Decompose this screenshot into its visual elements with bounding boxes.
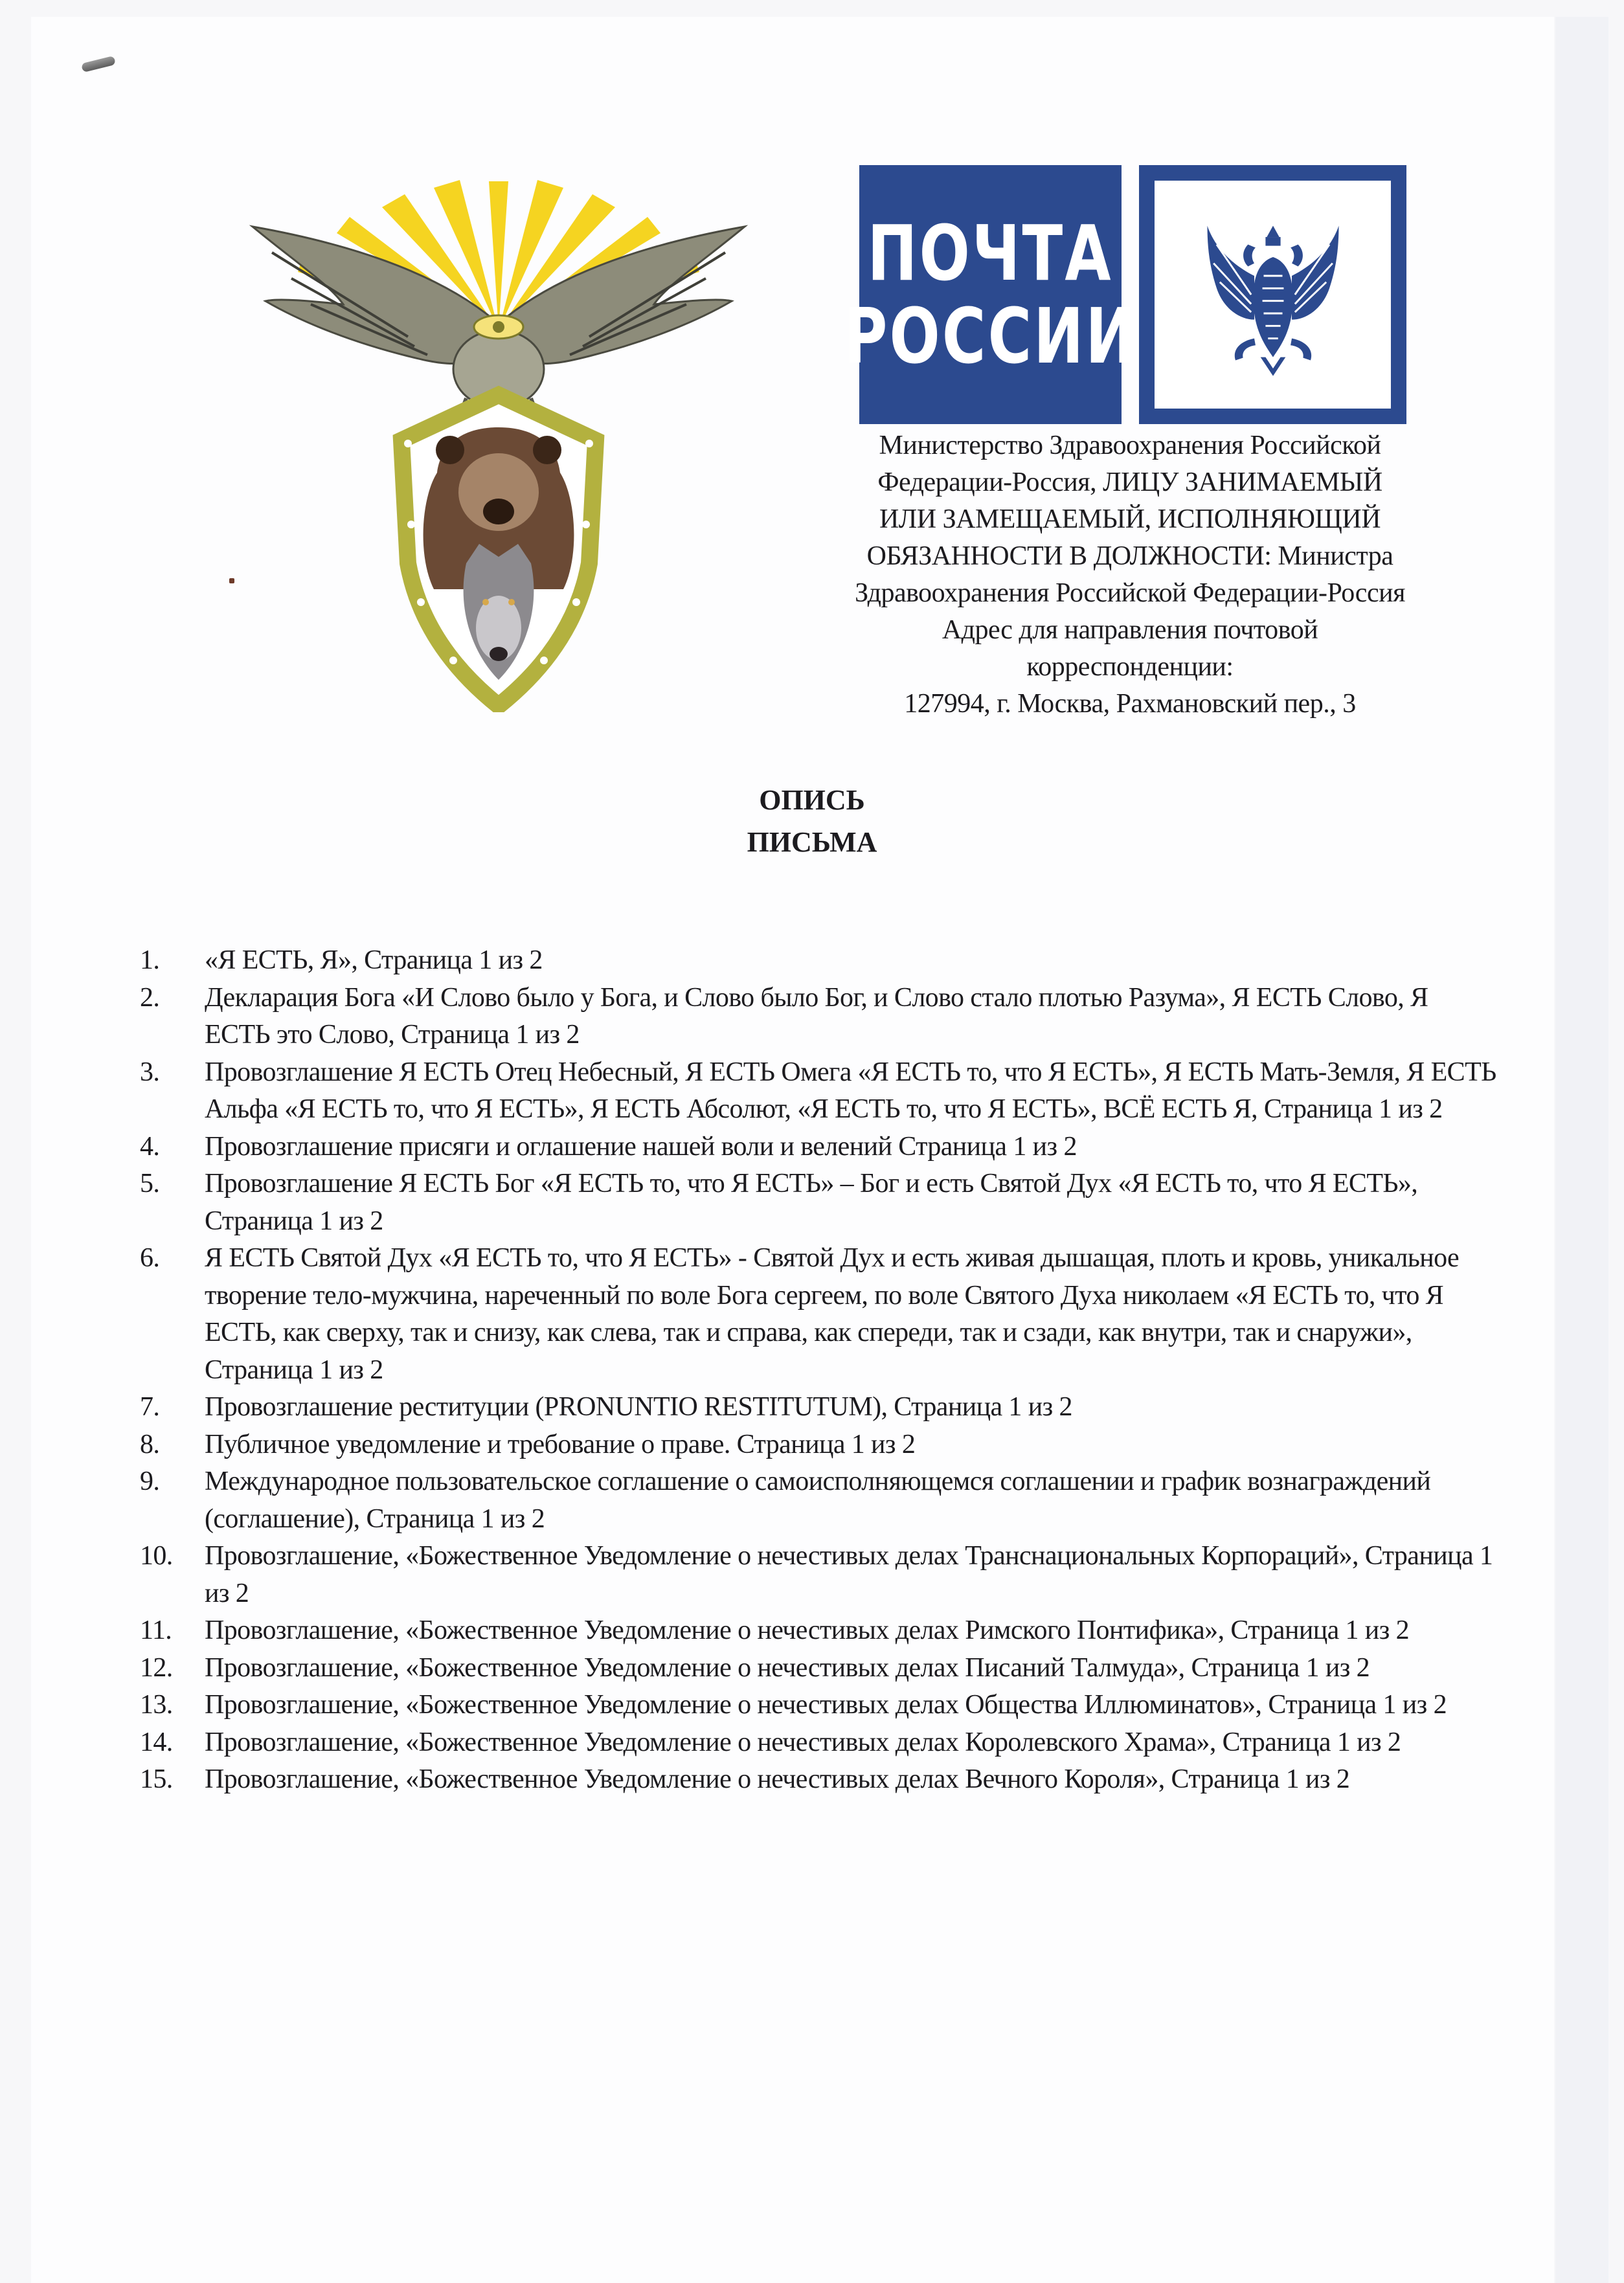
inventory-item [140,1165,1500,1240]
inventory-item [140,1129,1500,1166]
item-number: 8. [140,1429,160,1459]
item-text: Провозглашение присяги и оглашение нашей воли и велений Страница 1 из 2 [205,1131,1077,1162]
item-text: Провозглашение реституции (PRONUNTIO RESTITUTUM), Страница 1 из 2 [205,1392,1072,1422]
item-text: «Я ЕСТЬ, Я», Страница 1 из 2 [205,945,543,975]
item-number: 12. [140,1652,173,1683]
item-text: Международное пользовательское соглашение о самоисполняющемся соглашении и график вознаграждений (соглашение), Страница 1 из 2 [205,1467,1431,1534]
item-text: Провозглашение, «Божественное Уведомление о нечестивых делах Римского Понтифика», Страница 1 из 2 [205,1615,1409,1645]
scan-edge [1555,17,1608,2283]
item-text: Провозглашение, «Божественное Уведомление о нечестивых делах Транснациональных Корпораций», Страница 1 из 2 [205,1541,1493,1608]
item-number: 11. [140,1615,172,1645]
addressee-block [771,427,1489,723]
addressee-line: ОБЯЗАННОСТИ В ДОЛЖНОСТИ: Министра [866,541,1393,571]
item-text: Провозглашение Я ЕСТЬ Отец Небесный, Я ЕСТЬ Омега «Я ЕСТЬ то, что Я ЕСТЬ», Я ЕСТЬ Мать-Земля, Я ЕСТЬ Альфа «Я ЕСТЬ то, что Я ЕСТЬ», Я ЕСТЬ Абсолют, «Я ЕСТЬ то, что Я ЕСТЬ», ВСЁ ЕСТЬ Я, Страница 1 из 2 [205,1057,1496,1124]
item-text: Провозглашение, «Божественное Уведомление о нечестивых делах Королевского Храма», Страница 1 из 2 [205,1727,1401,1757]
emblem-eagle-bear-wolf [214,162,784,712]
pochta-rossii-logo [843,165,1406,424]
item-number: 7. [140,1392,160,1422]
document-title-line1: ОПИСЬ [759,784,865,816]
pochta-line2: РОССИИ [843,291,1138,381]
inventory-item [140,1426,1500,1464]
item-number: 14. [140,1727,173,1757]
pochta-line1: ПОЧТА [867,208,1114,298]
inventory-item [140,1054,1500,1129]
item-number: 6. [140,1243,160,1273]
item-text: Провозглашение Я ЕСТЬ Бог «Я ЕСТЬ то, что Я ЕСТЬ» – Бог и есть Святой Дух «Я ЕСТЬ то, что Я ЕСТЬ», Страница 1 из 2 [205,1169,1418,1236]
item-number: 5. [140,1169,160,1198]
item-text: Провозглашение, «Божественное Уведомление о нечестивых делах Писаний Талмуда», Страница 1 из 2 [205,1652,1370,1683]
inventory-item [140,1538,1500,1612]
inventory-item [140,1761,1500,1799]
double-headed-eagle-icon [1179,201,1367,388]
inventory-item [140,1612,1500,1650]
inventory-item [140,1240,1500,1389]
item-number: 10. [140,1541,173,1571]
inventory-item [140,980,1500,1054]
inventory-item [140,1724,1500,1762]
item-number: 1. [140,945,160,975]
item-number: 13. [140,1690,173,1720]
address-label-line: корреспонденции: [1026,652,1234,682]
item-text: Я ЕСТЬ Святой Дух «Я ЕСТЬ то, что Я ЕСТЬ» - Святой Дух и есть живая дышащая, плоть и кровь, уникальное творение тело-мужчина, нареченный по воле Бога сергеем, по воле Святого Духа николаем «Я ЕСТЬ то, что Я ЕСТЬ, как сверху, так и снизу, как слева, так и справа, как спереди, так и сзади, как внутри, так и снаружи», Страница 1 из 2 [205,1243,1460,1385]
item-text: Публичное уведомление и требование о праве. Страница 1 из 2 [205,1429,916,1459]
addressee-line: ИЛИ ЗАМЕЩАЕМЫЙ, ИСПОЛНЯЮЩИЙ [879,504,1381,534]
item-number: 9. [140,1467,160,1496]
item-number: 3. [140,1057,160,1087]
inventory-item [140,942,1500,980]
inventory-list [140,942,1500,1799]
inventory-item [140,1650,1500,1687]
item-number: 15. [140,1764,173,1794]
item-text: Провозглашение, «Божественное Уведомление о нечестивых делах Вечного Короля», Страница 1 из 2 [205,1764,1350,1794]
emblem-graphic [214,162,784,712]
item-text: Декларация Бога «И Слово было у Бога, и Слово было Бог, и Слово стало плотью Разума», Я ЕСТЬ Слово, Я ЕСТЬ это Слово, Страница 1 из 2 [205,982,1428,1050]
item-number: 4. [140,1131,160,1162]
inventory-item [140,1463,1500,1538]
addressee-line: Министерство Здравоохранения Российской [879,431,1381,460]
postal-address: 127994, г. Москва, Рахмановский пер., 3 [904,689,1356,719]
pochta-emblem-box [1139,165,1406,424]
inventory-item [140,1687,1500,1724]
address-label-line: Адрес для направления почтовой [942,615,1318,645]
document-title-line2: ПИСЬМА [747,826,877,858]
addressee-line: Здравоохранения Российской Федерации-Россия [855,578,1405,608]
item-text: Провозглашение, «Божественное Уведомление о нечестивых делах Общества Иллюминатов», Страница 1 из 2 [205,1690,1447,1720]
addressee-line: Федерации-Россия, ЛИЦУ ЗАНИМАЕМЫЙ [877,467,1382,497]
item-number: 2. [140,982,160,1013]
pochta-wordmark [843,165,1138,424]
inventory-item [140,1389,1500,1426]
